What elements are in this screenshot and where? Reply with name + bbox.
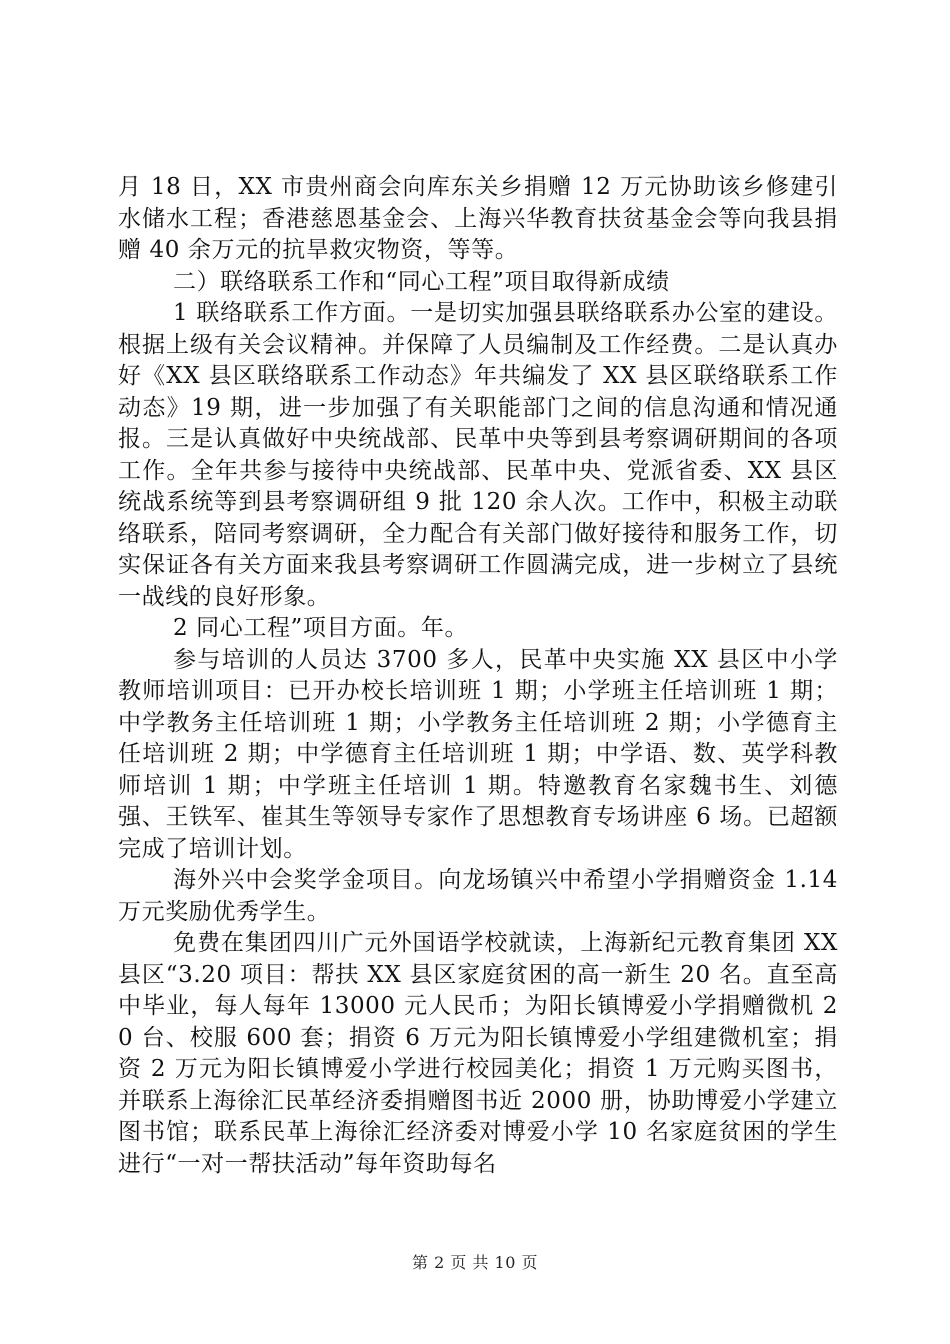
page-footer: 第 2 页 共 10 页 <box>412 1253 538 1272</box>
paragraph-education-aid: 免费在集团四川广元外国语学校就读，上海新纪元教育集团 XX 县区“3.20 项目：帮扶 XX 县区家庭贫困的高一新生 20 名。直至高中毕业，每人每年 13000 元人民币；为阳长镇博爱小学捐赠微机 20 台、校服 600 套；捐资 6 万元为阳长镇博爱小学组建微机室；捐资 2 万元为阳长镇博爱小学进行校园美化；捐资 1 万元购买图书，并联系上海徐汇民革经济委捐赠图书近 2000 册，协助博爱小学建立图书馆；联系民革上海徐汇经济委对博爱小学 10 名家庭贫困的学生进行“一对一帮扶活动”每年资助每名 <box>118 930 838 1177</box>
paragraph-tongxin-project: 2 同心工程”项目方面。年。 <box>173 615 469 641</box>
document-body <box>118 172 838 1180</box>
paragraph-donations: 月 18 日，XX 市贵州商会向库东关乡捐赠 12 万元协助该乡修建引水储水工程；香港慈恩基金会、上海兴华教育扶贫基金会等向我县捐赠 40 余万元的抗旱救灾物资，等等。 <box>118 174 838 263</box>
section-heading-liaison: 二）联络联系工作和“同心工程”项目取得新成绩 <box>173 268 670 295</box>
paragraph-teacher-training: 参与培训的人员达 3700 多人，民革中央实施 XX 县区中小学教师培训项目：已开办校长培训班 1 期；小学班主任培训班 1 期；中学教务主任培训班 1 期；小学教务主任培训班 2 期；小学德育主任培训班 2 期；中学德育主任培训班 1 期；中学语、数、英学科教师培训 1 期；中学班主任培训 1 期。特邀教育名家魏书生、刘德强、王铁军、崔其生等领导专家作了思想教育专场讲座 6 场。已超额完成了培训计划。 <box>118 646 838 862</box>
paragraph-scholarship: 海外兴中会奖学金项目。向龙场镇兴中希望小学捐赠资金 1.14 万元奖励优秀学生。 <box>118 867 838 925</box>
paragraph-liaison-work: 1 联络联系工作方面。一是切实加强县联络联系办公室的建设。根据上级有关会议精神。并保障了人员编制及工作经费。二是认真办好《XX 县区联络联系工作动态》年共编发了 XX 县区联络联系工作动态》19 期，进一步加强了有关职能部门之间的信息沟通和情况通报。三是认真做好中央统战部、民革中央等到县考察调研期间的各项工作。全年共参与接待中央统战部、民革中央、党派省委、XX 县区统战系统等到县考察调研组 9 批 120 余人次。工作中，积极主动联络联系，陪同考察调研，全力配合有关部门做好接待和服务工作，切实保证各有关方面来我县考察调研工作圆满完成，进一步树立了县统一战线的良好形象。 <box>118 300 838 610</box>
